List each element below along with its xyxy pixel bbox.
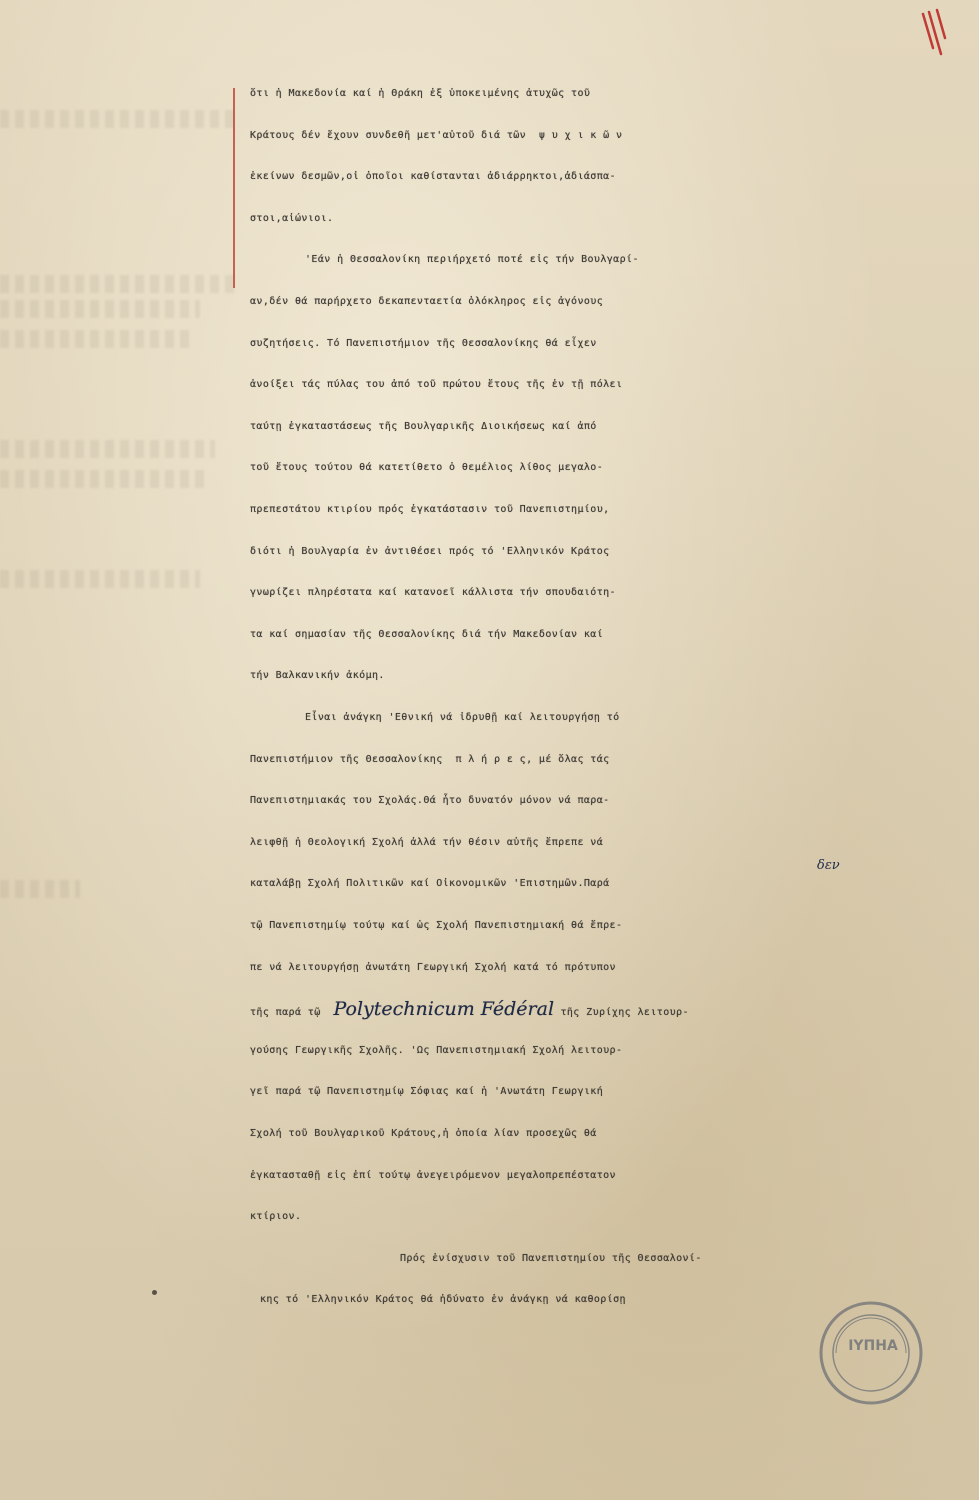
- text-line: [0, 365, 979, 405]
- line-text: τοῦ ἔτους τούτου θά κατετίθετο ὁ θεμέλιος λίθος μεγαλο-: [250, 462, 604, 474]
- line-text: γούσης Γεωργικῆς Σχολῆς. 'Ως Πανεπιστημιακή Σχολή λειτουρ-: [250, 1044, 623, 1056]
- line-text: ἐγκατασταθῇ εἰς ἐπί τούτῳ ἀνεγειρόμενον μεγαλοπρεπέστατον: [250, 1169, 616, 1181]
- line-text: τῆς παρά τῷ: [250, 1007, 321, 1019]
- text-line: [0, 240, 979, 280]
- line-text: τα καί σημασίαν τῆς Θεσσαλονίκης διά τήν Μακεδονίαν καί: [250, 628, 604, 640]
- handwritten-insert: Polytechnicum Fédéral: [333, 998, 555, 1021]
- red-pencil-mark-icon: [919, 8, 949, 68]
- line-text: πε νά λειτουργήσῃ ἀνωτάτη Γεωργική Σχολή κατά τό πρότυπον: [250, 961, 616, 973]
- line-text: Πανεπιστημιακάς του Σχολάς.Θά ἦτο δυνατόν μόνον νά παρα-: [250, 795, 610, 807]
- text-line: [0, 116, 979, 156]
- line-text: καταλάβῃ Σχολή Πολιτικῶν καί Οἰκονομικῶν 'Επιστημῶν.Παρά: [250, 878, 610, 890]
- text-line: [0, 532, 979, 572]
- text-line: [0, 1197, 979, 1237]
- text-line: [0, 1072, 979, 1112]
- line-text: Κράτους δέν ἔχουν συνδεθῆ μετ'αὐτοῦ διά τῶν ψ υ χ ι κ ῶ ν: [250, 129, 623, 141]
- text-line: [0, 74, 979, 114]
- text-line: [0, 407, 979, 447]
- line-text: Πανεπιστήμιον τῆς Θεσσαλονίκης π λ ή ρ ε ς, μέ ὅλας τάς: [250, 753, 610, 765]
- line-text: ταύτῃ ἐγκαταστάσεως τῆς Βουλγαρικῆς Διοικήσεως καί ἀπό: [250, 420, 597, 432]
- line-text: κτίριον.: [250, 1211, 302, 1223]
- line-text: αν,δέν θά παρήρχετο δεκαπενταετία ὁλόκληρος εἰς ἀγόνους: [250, 296, 604, 307]
- line-text: ἐκείνων δεσμῶν,οἱ ὁποῖοι καθίστανται ἀδιάρρηκτοι,ἀδιάσπα-: [250, 171, 616, 183]
- line-text: λειφθῇ ἡ Θεολογική Σχολή ἀλλά τήν θέσιν αὐτῆς ἔπρεπε νά: [250, 836, 604, 848]
- line-text: συζητήσεις. Τό Πανεπιστήμιον τῆς Θεσσαλονίκης θά εἶχεν: [250, 337, 597, 349]
- text-line: [0, 199, 979, 239]
- line-text: γεῖ παρά τῷ Πανεπιστημίῳ Σόφιας καί ἡ 'Ανωτάτη Γεωργική: [250, 1086, 604, 1098]
- line-text: γνωρίζει πληρέστατα καί κατανοεῖ κάλλιστα τήν σπουδαιότη-: [250, 587, 616, 599]
- line-text: στοι,αἰώνιοι.: [250, 212, 334, 224]
- text-line: [0, 698, 979, 738]
- text-line: [0, 615, 979, 655]
- text-line: [0, 823, 979, 863]
- margin-annotation: δεν: [817, 858, 840, 873]
- line-text: κης τό 'Ελληνικόν Κράτος θά ἠδύνατο ἐν ἀνάγκῃ νά καθορίσῃ: [260, 1294, 626, 1306]
- text-line: [0, 324, 979, 364]
- text-line: [0, 1114, 979, 1154]
- line-text-after: τῆς Ζυρίχης λειτουρ-: [554, 1007, 689, 1019]
- text-line: [0, 989, 979, 1029]
- line-text: ἀνοίξει τάς πύλας του ἀπό τοῦ πρώτου ἔτους τῆς ἐν τῇ πόλει: [250, 379, 623, 391]
- text-line: [0, 157, 979, 197]
- ink-spot: [152, 1290, 157, 1295]
- text-line: [0, 490, 979, 530]
- text-line: [0, 906, 979, 946]
- line-text: πρεπεστάτου κτιρίου πρός ἐγκατάστασιν τοῦ Πανεπιστημίου,: [250, 504, 610, 515]
- line-text: Εἶναι ἀνάγκη 'Εθνική νά ἱδρυθῇ καί λειτουργήσῃ τό: [305, 712, 620, 723]
- line-text: 'Εάν ἡ Θεσσαλονίκη περιήρχετό ποτέ εἰς τήν Βουλγαρί-: [305, 254, 639, 266]
- text-line: [0, 781, 979, 821]
- archive-stamp-text: ΙΥΠΗΑ: [848, 1338, 898, 1354]
- line-text: διότι ἡ Βουλγαρία ἐν ἀντιθέσει πρός τό 'Ελληνικόν Κράτος: [250, 545, 610, 557]
- text-line: [0, 1156, 979, 1196]
- text-line: [0, 740, 979, 780]
- line-text: Πρός ἐνίσχυσιν τοῦ Πανεπιστημίου τῆς Θεσσαλονί-: [400, 1252, 702, 1264]
- text-line: [0, 448, 979, 488]
- text-line: [0, 656, 979, 696]
- text-line: [0, 282, 979, 322]
- line-text: τῷ Πανεπιστημίῳ τούτῳ καί ὡς Σχολή Πανεπιστημιακή θά ἔπρε-: [250, 920, 623, 931]
- text-line: [0, 1031, 979, 1071]
- line-text: τήν Βαλκανικήν ἀκόμη.: [250, 670, 385, 682]
- line-text: ὅτι ἡ Μακεδονία καί ἡ Θράκη ἐξ ὑποκειμένης ἀτυχῶς τοῦ: [250, 88, 591, 99]
- text-line: [0, 573, 979, 613]
- text-line: [0, 1239, 979, 1279]
- text-line: [0, 948, 979, 988]
- line-text: Σχολή τοῦ Βουλγαρικοῦ Κράτους,ἡ ὁποία λίαν προσεχῶς θά: [250, 1128, 597, 1139]
